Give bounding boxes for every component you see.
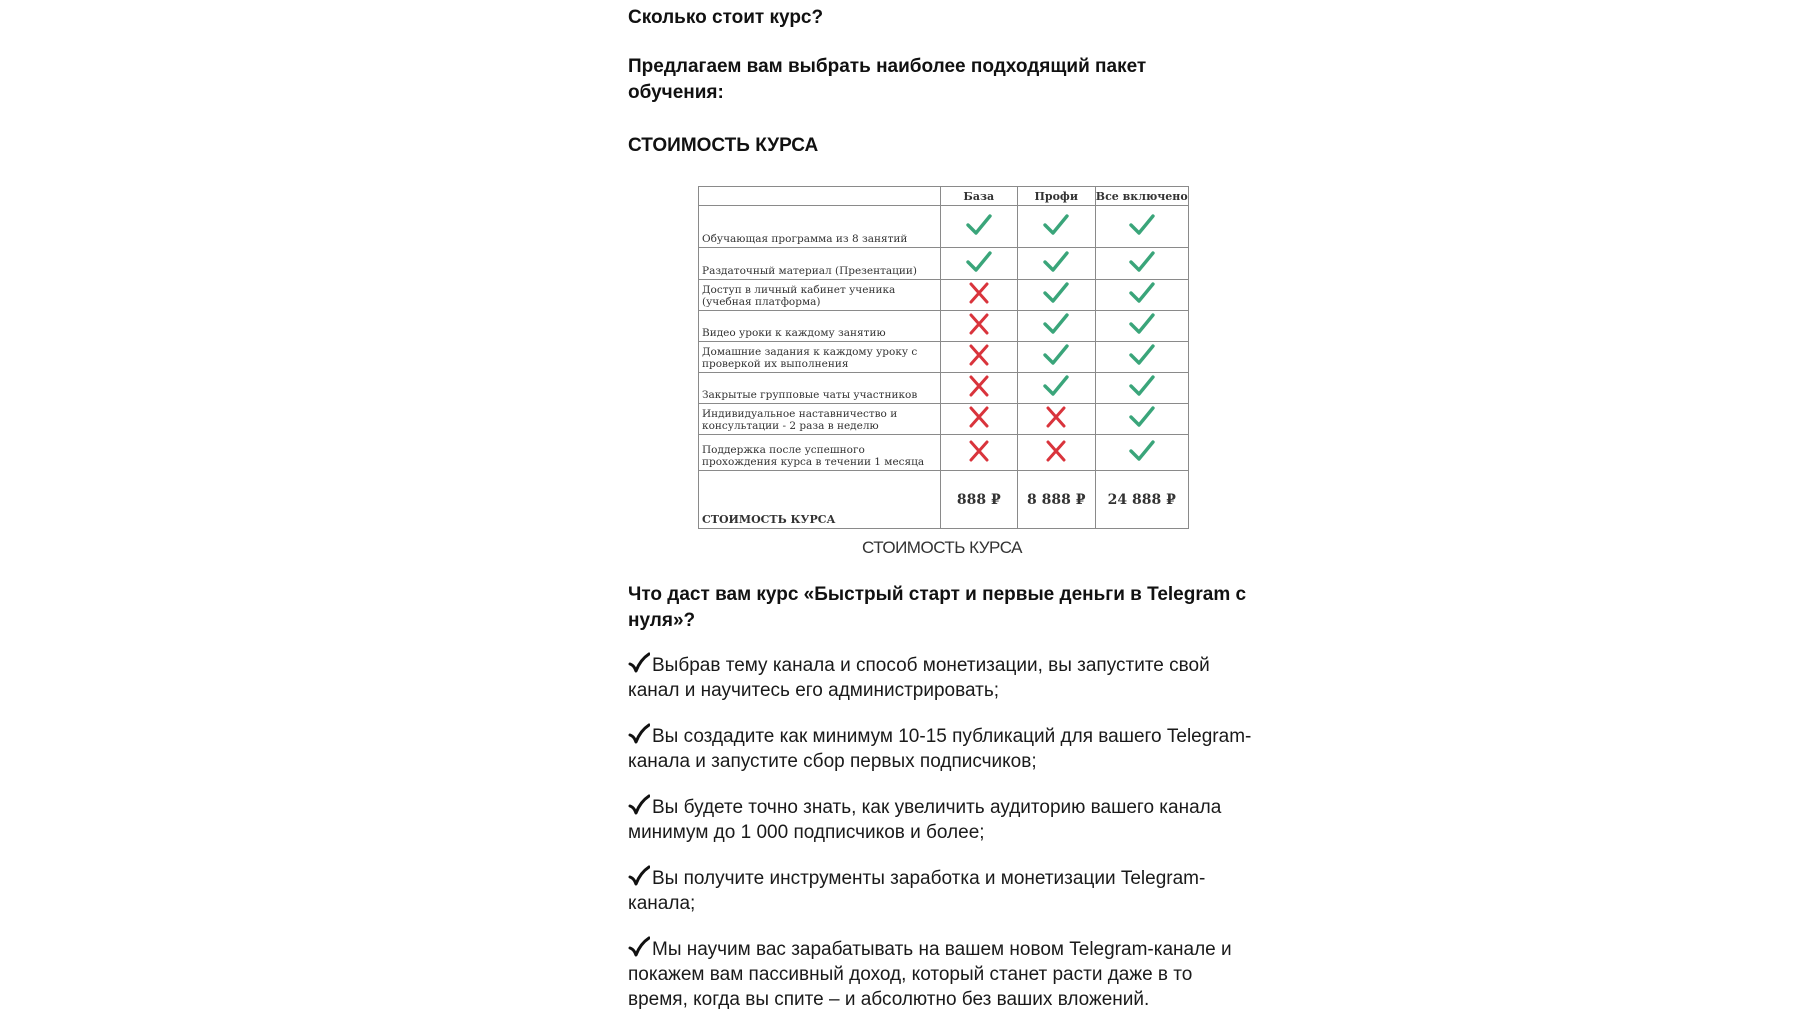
header-all-inclusive: Все включено bbox=[1095, 187, 1189, 206]
price-value: 888 ₽ bbox=[940, 471, 1017, 529]
heading-gives: Что даст вам курс «Быстрый старт и первые деньги в Telegram с нуля»? bbox=[628, 584, 1247, 631]
check-icon bbox=[1127, 280, 1157, 306]
total-label: СТОИМОСТЬ КУРСА bbox=[699, 471, 941, 529]
cross-icon bbox=[1041, 438, 1071, 464]
benefit-text: Выбрав тему канала и способ монетизации, вы запустите свой канал и научитесь его администрировать; bbox=[628, 655, 1210, 701]
benefit-item bbox=[628, 723, 1256, 774]
checkmark-icon bbox=[628, 936, 650, 958]
price-table-row bbox=[699, 311, 1189, 342]
feature-label: Закрытые групповые чаты участников bbox=[699, 373, 941, 404]
cross-icon bbox=[964, 438, 994, 464]
feature-mark-cell bbox=[1095, 248, 1189, 280]
feature-label: Домашние задания к каждому уроку с проверкой их выполнения bbox=[699, 342, 941, 373]
feature-mark-cell bbox=[1095, 280, 1189, 311]
benefit-text: Вы будете точно знать, как увеличить аудиторию вашего канала минимум до 1 000 подписчиков и более; bbox=[628, 797, 1222, 843]
check-icon bbox=[1127, 342, 1157, 368]
price-table-row bbox=[699, 342, 1189, 373]
feature-mark-cell bbox=[940, 373, 1017, 404]
check-icon bbox=[1041, 212, 1071, 238]
benefit-text: Вы создадите как минимум 10-15 публикаций для вашего Telegram-канала и запустите сбор первых подписчиков; bbox=[628, 726, 1252, 772]
price-value: 24 888 ₽ bbox=[1095, 471, 1189, 529]
benefit-item bbox=[628, 865, 1256, 916]
price-total-row bbox=[699, 471, 1189, 529]
table-caption: СТОИМОСТЬ КУРСА bbox=[862, 538, 1022, 557]
check-icon bbox=[1127, 404, 1157, 430]
feature-mark-cell bbox=[1095, 311, 1189, 342]
benefit-item bbox=[628, 652, 1256, 703]
feature-mark-cell bbox=[940, 435, 1017, 471]
heading-cost: СТОИМОСТЬ КУРСА bbox=[628, 135, 819, 156]
price-table bbox=[698, 186, 1189, 529]
feature-label: Раздаточный материал (Презентации) bbox=[699, 248, 941, 280]
feature-mark-cell bbox=[1095, 206, 1189, 248]
check-icon bbox=[1041, 311, 1071, 337]
checkmark-icon bbox=[628, 865, 650, 887]
check-icon bbox=[1127, 212, 1157, 238]
feature-label: Поддержка после успешного прохождения курса в течении 1 месяца bbox=[699, 435, 941, 471]
feature-label: Индивидуальное наставничество и консультации - 2 раза в неделю bbox=[699, 404, 941, 435]
feature-mark-cell bbox=[1018, 373, 1095, 404]
benefit-item bbox=[628, 794, 1256, 845]
feature-mark-cell bbox=[1095, 404, 1189, 435]
price-table-header-row bbox=[699, 187, 1189, 206]
price-table-row bbox=[699, 206, 1189, 248]
checkmark-icon bbox=[628, 794, 650, 816]
feature-mark-cell bbox=[1018, 248, 1095, 280]
price-table-image bbox=[698, 186, 1189, 529]
check-icon bbox=[964, 212, 994, 238]
check-icon bbox=[1127, 373, 1157, 399]
header-empty bbox=[699, 187, 941, 206]
price-table-row bbox=[699, 280, 1189, 311]
price-table-body bbox=[699, 206, 1189, 529]
cross-icon bbox=[964, 311, 994, 337]
check-icon bbox=[1041, 342, 1071, 368]
feature-mark-cell bbox=[1095, 435, 1189, 471]
checkmark-icon bbox=[628, 723, 650, 745]
price-value: 8 888 ₽ bbox=[1018, 471, 1095, 529]
cross-icon bbox=[964, 404, 994, 430]
benefit-text: Вы получите инструменты заработка и монетизации Telegram-канала; bbox=[628, 868, 1206, 914]
cross-icon bbox=[964, 280, 994, 306]
feature-label: Видео уроки к каждому занятию bbox=[699, 311, 941, 342]
feature-mark-cell bbox=[1018, 206, 1095, 248]
feature-mark-cell bbox=[1018, 404, 1095, 435]
feature-mark-cell bbox=[1018, 342, 1095, 373]
feature-mark-cell bbox=[940, 248, 1017, 280]
feature-mark-cell bbox=[940, 206, 1017, 248]
feature-mark-cell bbox=[1095, 342, 1189, 373]
feature-mark-cell bbox=[1018, 280, 1095, 311]
feature-mark-cell bbox=[940, 311, 1017, 342]
checkmark-icon bbox=[628, 652, 650, 674]
check-icon bbox=[1127, 311, 1157, 337]
feature-label: Обучающая программа из 8 занятий bbox=[699, 206, 941, 248]
check-icon bbox=[1041, 249, 1071, 275]
benefits-list bbox=[628, 652, 1256, 1032]
cross-icon bbox=[964, 373, 994, 399]
feature-mark-cell bbox=[940, 404, 1017, 435]
check-icon bbox=[964, 249, 994, 275]
feature-label: Доступ в личный кабинет ученика (учебная платформа) bbox=[699, 280, 941, 311]
heading-offer: Предлагаем вам выбрать наиболее подходящий пакет обучения: bbox=[628, 56, 1147, 103]
heading-question: Сколько стоит курс? bbox=[628, 7, 824, 28]
check-icon bbox=[1127, 249, 1157, 275]
feature-mark-cell bbox=[940, 342, 1017, 373]
feature-mark-cell bbox=[1018, 435, 1095, 471]
check-icon bbox=[1127, 438, 1157, 464]
price-table-row bbox=[699, 373, 1189, 404]
feature-mark-cell bbox=[1095, 373, 1189, 404]
check-icon bbox=[1041, 373, 1071, 399]
feature-mark-cell bbox=[1018, 311, 1095, 342]
header-pro: Профи bbox=[1018, 187, 1095, 206]
benefit-item bbox=[628, 936, 1256, 1012]
header-basic: База bbox=[940, 187, 1017, 206]
benefit-text: Мы научим вас зарабатывать на вашем новом Telegram-канале и покажем вам пассивный доход, который станет расти даже в то время, когда вы спите – и абсолютно без ваших вложений. bbox=[628, 939, 1232, 1010]
price-table-row bbox=[699, 404, 1189, 435]
check-icon bbox=[1041, 280, 1071, 306]
cross-icon bbox=[1041, 404, 1071, 430]
price-table-row bbox=[699, 248, 1189, 280]
price-table-row bbox=[699, 435, 1189, 471]
feature-mark-cell bbox=[940, 280, 1017, 311]
cross-icon bbox=[964, 342, 994, 368]
